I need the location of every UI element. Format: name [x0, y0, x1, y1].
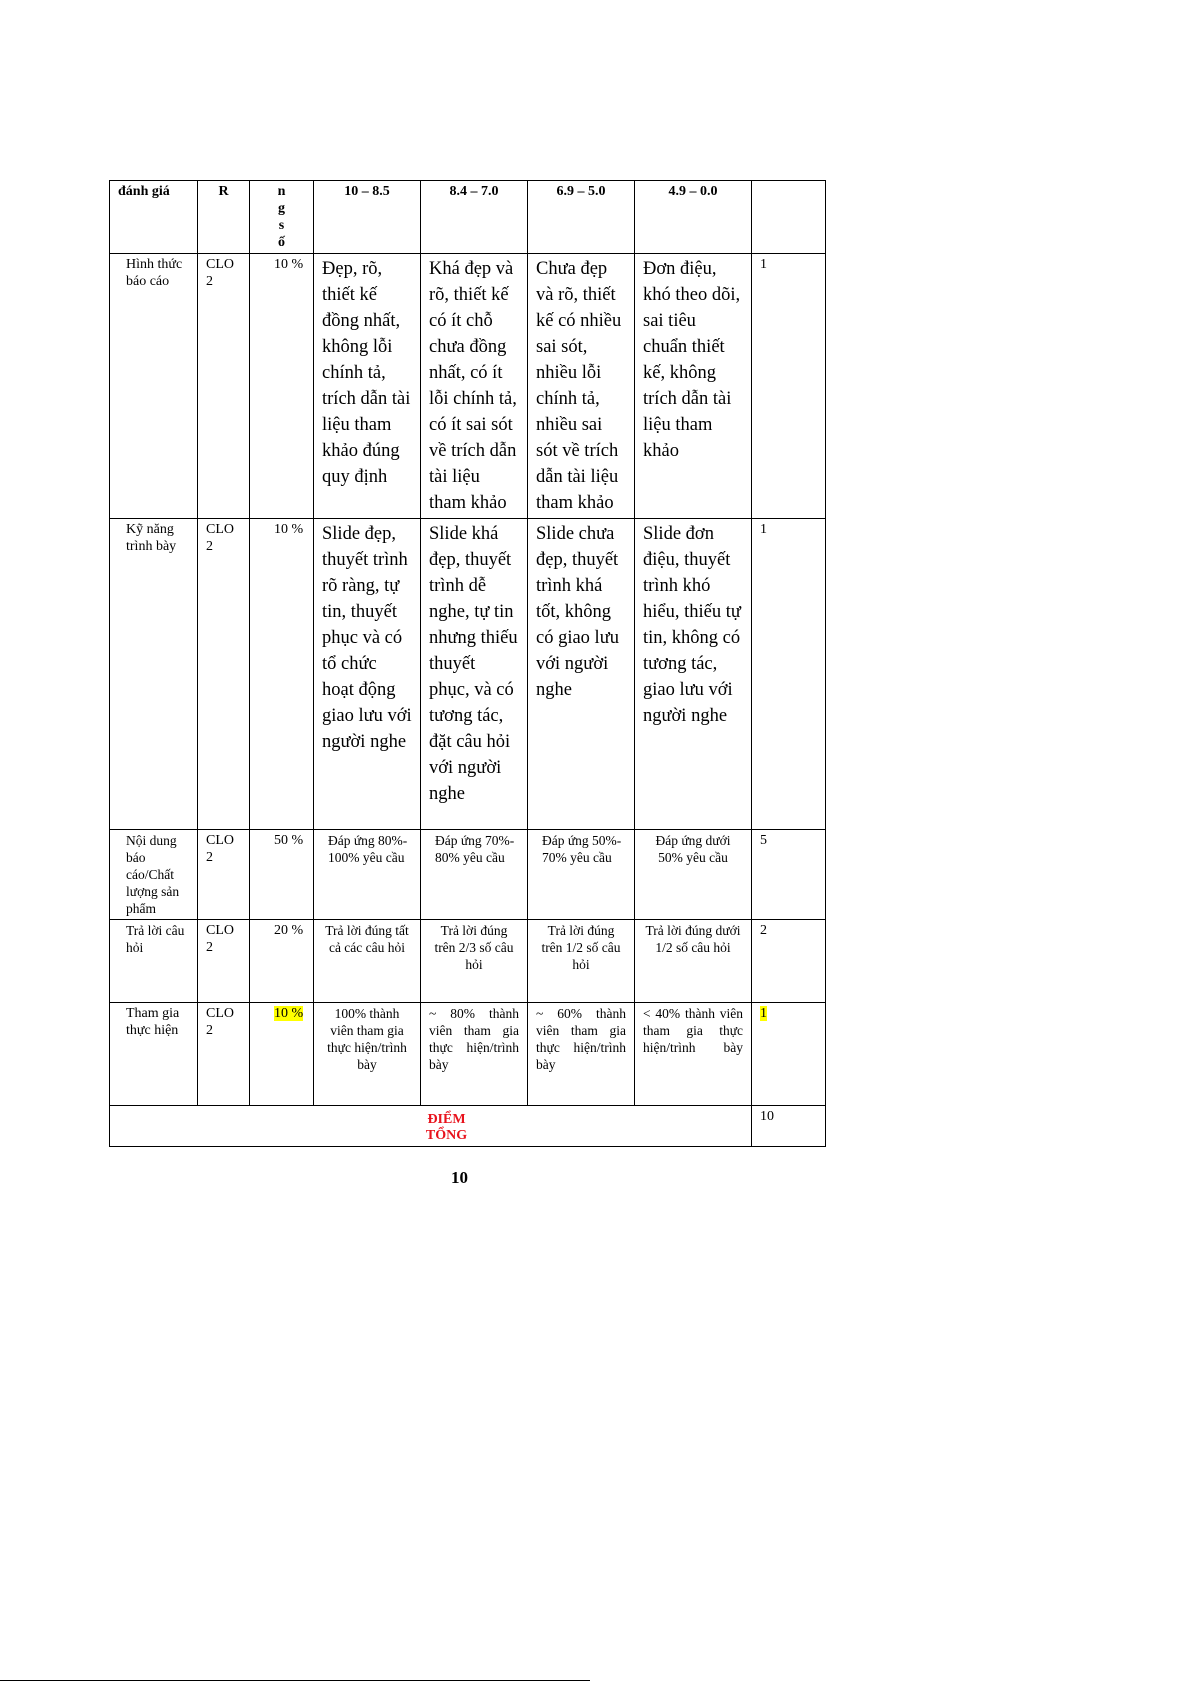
level-3-cell: Chưa đẹp và rõ, thiết kế có nhiều sai sót, nhiều lỗi chính tả, nhiều sai sót về trích dẫn tài liệu tham khảo	[528, 254, 635, 519]
level-2-cell: ~ 80% thành viên tham gia thực hiện/trình bày	[421, 1003, 528, 1106]
level-2-cell: Trả lời đúng trên 2/3 số câu hỏi	[421, 920, 528, 1003]
level-2-cell: Slide khá đẹp, thuyết trình dễ nghe, tự tin nhưng thiếu thuyết phục, và có tương tác, đặt câu hỏi với người nghe	[421, 519, 528, 830]
clo-cell: CLO 2	[198, 920, 250, 1003]
criterion-cell: Trả lời câu hỏi	[110, 920, 198, 1003]
criterion-cell: Nội dung báo cáo/Chất lượng sản phẩm	[110, 830, 198, 920]
total-score: 10	[752, 1106, 826, 1147]
score-cell: 1	[752, 254, 826, 519]
level-1-cell: Slide đẹp, thuyết trình rõ ràng, tự tin, thuyết phục và có tổ chức hoạt động giao lưu với người nghe	[314, 519, 421, 830]
table-row	[110, 254, 826, 519]
header-level-2: 8.4 – 7.0	[421, 181, 528, 254]
level-3-cell: ~ 60% thành viên tham gia thực hiện/trình bày	[528, 1003, 635, 1106]
clo-cell: CLO 2	[198, 519, 250, 830]
header-clo: R	[198, 181, 250, 254]
level-1-cell: Đẹp, rõ, thiết kế đồng nhất, không lỗi chính tả, trích dẫn tài liệu tham khảo đúng quy định	[314, 254, 421, 519]
criterion-cell: Hình thức báo cáo	[110, 254, 198, 519]
level-1-cell: 100% thành viên tham gia thực hiện/trình bày	[314, 1003, 421, 1106]
level-4-cell: < 40% thành viên tham gia thực hiện/trình bày	[635, 1003, 752, 1106]
level-4-cell: Trả lời đúng dưới 1/2 số câu hỏi	[635, 920, 752, 1003]
total-label-text: ĐIỂM TỔNG	[425, 1112, 468, 1143]
page-number: 10	[451, 1168, 468, 1187]
level-3-cell: Trả lời đúng trên 1/2 số câu hỏi	[528, 920, 635, 1003]
table-row	[110, 519, 826, 830]
header-criterion: đánh giá	[110, 181, 198, 254]
score-cell	[752, 1003, 826, 1106]
weight-cell: 20 %	[250, 920, 314, 1003]
level-3-cell: Đáp ứng 50%- 70% yêu cầu	[528, 830, 635, 920]
clo-cell: CLO 2	[198, 1003, 250, 1106]
level-4-cell: Slide đơn điệu, thuyết trình khó hiểu, thiếu tự tin, không có tương tác, giao lưu với người nghe	[635, 519, 752, 830]
header-level-1: 10 – 8.5	[314, 181, 421, 254]
score-cell: 1	[752, 519, 826, 830]
level-1-cell: Trả lời đúng tất cả các câu hỏi	[314, 920, 421, 1003]
total-row	[110, 1106, 826, 1147]
clo-cell: CLO 2	[198, 830, 250, 920]
criterion-cell: Tham gia thực hiện	[110, 1003, 198, 1106]
score-highlight: 1	[760, 1006, 767, 1021]
level-2-cell: Khá đẹp và rõ, thiết kế có ít chỗ chưa đồng nhất, có ít lỗi chính tả, có ít sai sót về trích dẫn tài liệu tham khảo	[421, 254, 528, 519]
score-cell: 2	[752, 920, 826, 1003]
level-4-cell: Đáp ứng dưới 50% yêu cầu	[635, 830, 752, 920]
table-row	[110, 830, 826, 920]
header-level-4: 4.9 – 0.0	[635, 181, 752, 254]
criterion-cell: Kỹ năng trình bày	[110, 519, 198, 830]
clo-cell: CLO 2	[198, 254, 250, 519]
table-row	[110, 1003, 826, 1106]
weight-cell: 10 %	[250, 519, 314, 830]
weight-highlight: 10 %	[274, 1006, 304, 1021]
footer-line	[0, 1680, 590, 1681]
header-row	[110, 181, 826, 254]
weight-cell: 10 %	[250, 254, 314, 519]
weight-cell: 50 %	[250, 830, 314, 920]
total-label	[110, 1106, 752, 1147]
level-1-cell: Đáp ứng 80%- 100% yêu cầu	[314, 830, 421, 920]
weight-cell	[250, 1003, 314, 1106]
header-score	[752, 181, 826, 254]
header-level-3: 6.9 – 5.0	[528, 181, 635, 254]
level-4-cell: Đơn điệu, khó theo dõi, sai tiêu chuẩn thiết kế, không trích dẫn tài liệu tham khảo	[635, 254, 752, 519]
level-2-cell: Đáp ứng 70%- 80% yêu cầu	[421, 830, 528, 920]
score-cell: 5	[752, 830, 826, 920]
table-row	[110, 920, 826, 1003]
header-weight: ngsố	[250, 181, 314, 254]
rubric-table	[109, 180, 826, 1147]
level-3-cell: Slide chưa đẹp, thuyết trình khá tốt, không có giao lưu với người nghe	[528, 519, 635, 830]
